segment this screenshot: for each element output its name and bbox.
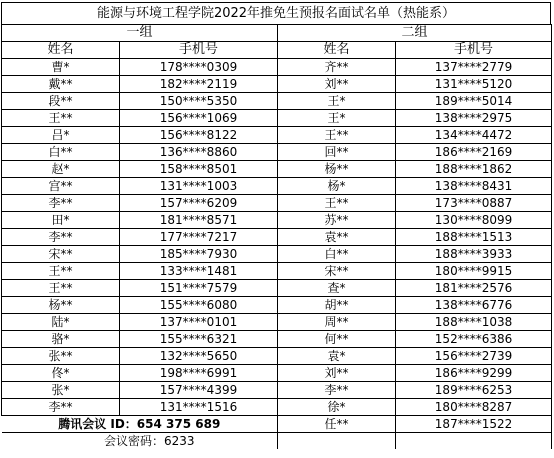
- empty-cell: [396, 433, 552, 450]
- meeting-id: 腾讯会议 ID：654 375 689: [2, 416, 278, 433]
- group2-student-phone: 186****9299: [396, 365, 552, 382]
- meeting-password: 会议密码：6233: [2, 433, 278, 450]
- group1-student-name: 李**: [2, 399, 120, 416]
- table-row: [2, 399, 552, 416]
- group2-student-name: 李**: [278, 382, 396, 399]
- group1-student-phone: 177****7217: [120, 229, 278, 246]
- roster-body: [2, 25, 552, 450]
- table-row: [2, 178, 552, 195]
- group2-student-phone: 130****8099: [396, 212, 552, 229]
- group2-student-name: 回**: [278, 144, 396, 161]
- group1-student-phone: 131****1516: [120, 399, 278, 416]
- group2-student-phone: 189****5014: [396, 93, 552, 110]
- table-row: [2, 433, 552, 450]
- group2-student-name: 何**: [278, 331, 396, 348]
- group1-student-name: 张*: [2, 382, 120, 399]
- group1-student-name: 王**: [2, 110, 120, 127]
- group1-student-name: 赵*: [2, 161, 120, 178]
- group1-student-name: 佟*: [2, 365, 120, 382]
- group2-student-phone: 134****4472: [396, 127, 552, 144]
- table-row: [2, 212, 552, 229]
- group2-student-name: 袁**: [278, 229, 396, 246]
- group1-student-phone: 136****8860: [120, 144, 278, 161]
- group1-student-name: 宫**: [2, 178, 120, 195]
- group1-student-phone: 155****6080: [120, 297, 278, 314]
- group1-student-name: 王**: [2, 280, 120, 297]
- group1-student-phone: 133****1481: [120, 263, 278, 280]
- group2-student-name: 查*: [278, 280, 396, 297]
- table-row: [2, 59, 552, 76]
- table-row: [2, 93, 552, 110]
- group2-student-phone: 189****6253: [396, 382, 552, 399]
- table-row: [2, 127, 552, 144]
- group2-student-name: 王*: [278, 110, 396, 127]
- group2-student-name: 齐**: [278, 59, 396, 76]
- group2-student-name: 刘**: [278, 76, 396, 93]
- group2-student-name: 王**: [278, 195, 396, 212]
- group1-student-name: 宋**: [2, 246, 120, 263]
- group2-student-phone: 152****6386: [396, 331, 552, 348]
- empty-cell: [278, 433, 396, 450]
- table-row: [2, 416, 552, 433]
- group2-student-name: 杨**: [278, 161, 396, 178]
- group2-student-name: 宋**: [278, 263, 396, 280]
- group2-student-name: 任**: [278, 416, 396, 433]
- group1-student-name: 王**: [2, 263, 120, 280]
- table-row: [2, 246, 552, 263]
- table-row: [2, 348, 552, 365]
- group2-student-phone: 188****1038: [396, 314, 552, 331]
- roster-table: [1, 24, 552, 449]
- table-row: [2, 314, 552, 331]
- group2-student-name: 袁*: [278, 348, 396, 365]
- group1-student-name: 白**: [2, 144, 120, 161]
- table-row: [2, 161, 552, 178]
- group1-label: 一组: [2, 25, 278, 42]
- group2-student-phone: 186****2169: [396, 144, 552, 161]
- group2-student-name: 刘**: [278, 365, 396, 382]
- group2-student-name: 苏**: [278, 212, 396, 229]
- group2-student-phone: 188****3933: [396, 246, 552, 263]
- group2-student-phone: 137****2779: [396, 59, 552, 76]
- group2-student-phone: 138****6776: [396, 297, 552, 314]
- table-row: [2, 144, 552, 161]
- table-row: [2, 263, 552, 280]
- group2-phone-header: 手机号: [396, 42, 552, 59]
- group2-student-phone: 187****1522: [396, 416, 552, 433]
- group2-label: 二组: [278, 25, 552, 42]
- group1-student-name: 吕*: [2, 127, 120, 144]
- table-row: [2, 280, 552, 297]
- group2-student-phone: 188****1862: [396, 161, 552, 178]
- group2-student-phone: 173****0887: [396, 195, 552, 212]
- group1-student-name: 段**: [2, 93, 120, 110]
- group1-student-phone: 155****6321: [120, 331, 278, 348]
- table-row: [2, 297, 552, 314]
- table-row: [2, 365, 552, 382]
- group2-student-phone: 156****2739: [396, 348, 552, 365]
- group1-student-phone: 158****8501: [120, 161, 278, 178]
- group1-student-phone: 178****0309: [120, 59, 278, 76]
- group1-student-phone: 157****4399: [120, 382, 278, 399]
- group2-student-name: 徐*: [278, 399, 396, 416]
- group1-student-phone: 157****6209: [120, 195, 278, 212]
- group2-student-name: 王*: [278, 93, 396, 110]
- group1-student-phone: 182****2119: [120, 76, 278, 93]
- group2-student-name: 白**: [278, 246, 396, 263]
- group1-student-phone: 156****8122: [120, 127, 278, 144]
- group1-phone-header: 手机号: [120, 42, 278, 59]
- group2-student-phone: 138****2975: [396, 110, 552, 127]
- group1-student-name: 戴**: [2, 76, 120, 93]
- group2-student-phone: 180****9915: [396, 263, 552, 280]
- group-header-row: [2, 25, 552, 42]
- group1-student-name: 李**: [2, 195, 120, 212]
- group1-name-header: 姓名: [2, 42, 120, 59]
- group1-student-phone: 150****5350: [120, 93, 278, 110]
- group1-student-name: 田*: [2, 212, 120, 229]
- table-row: [2, 110, 552, 127]
- group1-student-phone: 181****8571: [120, 212, 278, 229]
- group1-student-name: 张**: [2, 348, 120, 365]
- group1-student-name: 骆*: [2, 331, 120, 348]
- page-title: 能源与环境工程学院2022年推免生预报名面试名单（热能系）: [1, 2, 551, 24]
- group1-student-phone: 198****6991: [120, 365, 278, 382]
- group1-student-phone: 185****7930: [120, 246, 278, 263]
- table-row: [2, 76, 552, 93]
- group2-student-phone: 131****5120: [396, 76, 552, 93]
- group2-student-name: 杨*: [278, 178, 396, 195]
- roster-sheet: [1, 2, 551, 449]
- group2-student-name: 王**: [278, 127, 396, 144]
- table-row: [2, 382, 552, 399]
- group1-student-phone: 137****0101: [120, 314, 278, 331]
- table-row: [2, 229, 552, 246]
- group2-student-name: 胡**: [278, 297, 396, 314]
- group2-student-phone: 180****8287: [396, 399, 552, 416]
- group2-student-phone: 181****2576: [396, 280, 552, 297]
- group1-student-name: 杨**: [2, 297, 120, 314]
- group1-student-name: 曹*: [2, 59, 120, 76]
- table-row: [2, 331, 552, 348]
- group1-student-name: 李**: [2, 229, 120, 246]
- group1-student-phone: 132****5650: [120, 348, 278, 365]
- group2-student-phone: 138****8431: [396, 178, 552, 195]
- group2-student-phone: 188****1513: [396, 229, 552, 246]
- column-header-row: [2, 42, 552, 59]
- group1-student-name: 陆*: [2, 314, 120, 331]
- group1-student-phone: 151****7579: [120, 280, 278, 297]
- group1-student-phone: 156****1069: [120, 110, 278, 127]
- group2-student-name: 周**: [278, 314, 396, 331]
- table-row: [2, 195, 552, 212]
- group1-student-phone: 131****1003: [120, 178, 278, 195]
- group2-name-header: 姓名: [278, 42, 396, 59]
